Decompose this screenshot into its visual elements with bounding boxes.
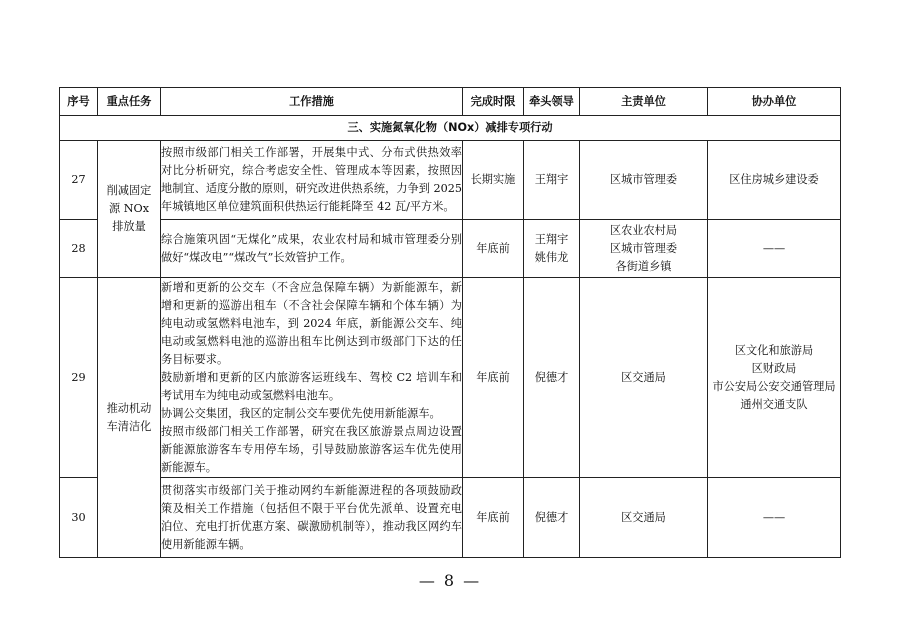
header-measures: 工作措施	[161, 88, 463, 116]
leader-cell	[524, 141, 580, 220]
page-number: — 8 —	[418, 571, 482, 590]
task-label: 削减固定源 NOx 排放量	[106, 184, 152, 233]
task-cell	[98, 141, 161, 278]
measure-text: 按照市级部门相关工作部署，研究在我区旅游景点周边设置新能源旅游客车专用停车场，引导鼓励旅游客运车优先使用新能源车。	[161, 424, 462, 474]
lead-unit-cell	[580, 278, 708, 478]
row-no: 27	[60, 141, 98, 220]
lead-unit-name: 区城市管理委	[609, 241, 678, 255]
assist-unit-name: ——	[762, 241, 786, 255]
lead-unit-cell	[580, 478, 708, 558]
table-row	[60, 478, 841, 558]
measure-text: 新增和更新的公交车（不含应急保障车辆）为新能源车，新增和更新的巡游出租车（不含社会保障车辆和个体车辆）为纯电动或氢燃料电池车，到 2024 年底，新能源公交车、纯电动或氢燃料电池的巡游出租车比例达到市级部门下达的任务目标要求。	[161, 280, 462, 366]
action-plan-table	[59, 87, 841, 558]
lead-unit-name: 区交通局	[621, 370, 666, 384]
deadline-cell: 年底前	[463, 478, 524, 558]
lead-unit-name: 各街道乡镇	[615, 259, 672, 273]
lead-unit-cell	[580, 220, 708, 278]
measure-text: 按照市级部门相关工作部署，开展集中式、分布式供热效率对比分析研究，综合考虑安全性、管理成本等因素，按照因地制宜、适度分散的原则，研究改进供热系统，力争到 2025 年城镇地区单位建筑面积供热运行能耗降至 42 瓦/平方米。	[161, 146, 462, 213]
lead-unit-name: 区城市管理委	[609, 173, 678, 186]
deadline-cell: 年底前	[463, 220, 524, 278]
leader-name: 倪德才	[534, 510, 569, 524]
deadline-cell: 长期实施	[463, 141, 524, 220]
section-row	[60, 116, 841, 141]
measure-text: 综合施策巩固“无煤化”成果，农业农村局和城市管理委分别做好“煤改电”“煤改气”长效管护工作。	[161, 232, 462, 264]
table-row	[60, 220, 841, 278]
assist-unit-cell	[708, 141, 841, 220]
assist-unit-name: 区住房城乡建设委	[729, 173, 819, 186]
assist-unit-name: 市公安局公安交通管理局	[712, 379, 836, 393]
lead-unit-name: 区交通局	[621, 510, 666, 524]
header-leader: 牵头领导	[524, 88, 580, 116]
row-no: 29	[60, 278, 98, 478]
leader-name: 王翔宇	[534, 232, 569, 246]
leader-name: 倪德才	[534, 370, 569, 384]
measure-cell	[161, 278, 463, 478]
assist-unit-name: ——	[762, 510, 786, 524]
measure-cell	[161, 220, 463, 278]
lead-unit-name: 区农业农村局	[609, 223, 678, 237]
measure-cell	[161, 141, 463, 220]
leader-name: 姚伟龙	[534, 250, 569, 264]
measure-text: 鼓励新增和更新的区内旅游客运班线车、驾校 C2 培训车和考试用车为纯电动或氢燃料电池车。	[161, 370, 462, 402]
assist-unit-name: 区财政局	[751, 361, 797, 375]
section-title: 三、实施氮氧化物（NOx）减排专项行动	[60, 116, 841, 141]
header-lead-unit: 主责单位	[580, 88, 708, 116]
row-no: 30	[60, 478, 98, 558]
measure-text: 协调公交集团，我区的定制公交车要优先使用新能源车。	[161, 406, 441, 420]
measure-cell	[161, 478, 463, 558]
header-no: 序号	[60, 88, 98, 116]
leader-cell	[524, 220, 580, 278]
table-row	[60, 141, 841, 220]
task-label: 推动机动车清洁化	[106, 401, 152, 433]
header-row	[60, 88, 841, 116]
leader-cell	[524, 478, 580, 558]
assist-unit-name: 区文化和旅游局	[734, 343, 814, 357]
header-task: 重点任务	[98, 88, 161, 116]
table-row	[60, 278, 841, 478]
assist-unit-name: 通州交通支队	[740, 397, 808, 411]
task-cell	[98, 278, 161, 558]
deadline-cell: 年底前	[463, 278, 524, 478]
assist-unit-cell	[708, 220, 841, 278]
header-deadline: 完成时限	[463, 88, 524, 116]
header-assist-unit: 协办单位	[708, 88, 841, 116]
row-no: 28	[60, 220, 98, 278]
leader-name: 王翔宇	[534, 173, 569, 186]
measure-text: 贯彻落实市级部门关于推动网约车新能源进程的各项鼓励政策及相关工作措施（包括但不限于平台优先派单、设置充电泊位、充电打折优惠方案、碳激励机制等），推动我区网约车使用新能源车辆。	[161, 483, 462, 551]
lead-unit-cell	[580, 141, 708, 220]
assist-unit-cell	[708, 478, 841, 558]
assist-unit-cell	[708, 278, 841, 478]
leader-cell	[524, 278, 580, 478]
